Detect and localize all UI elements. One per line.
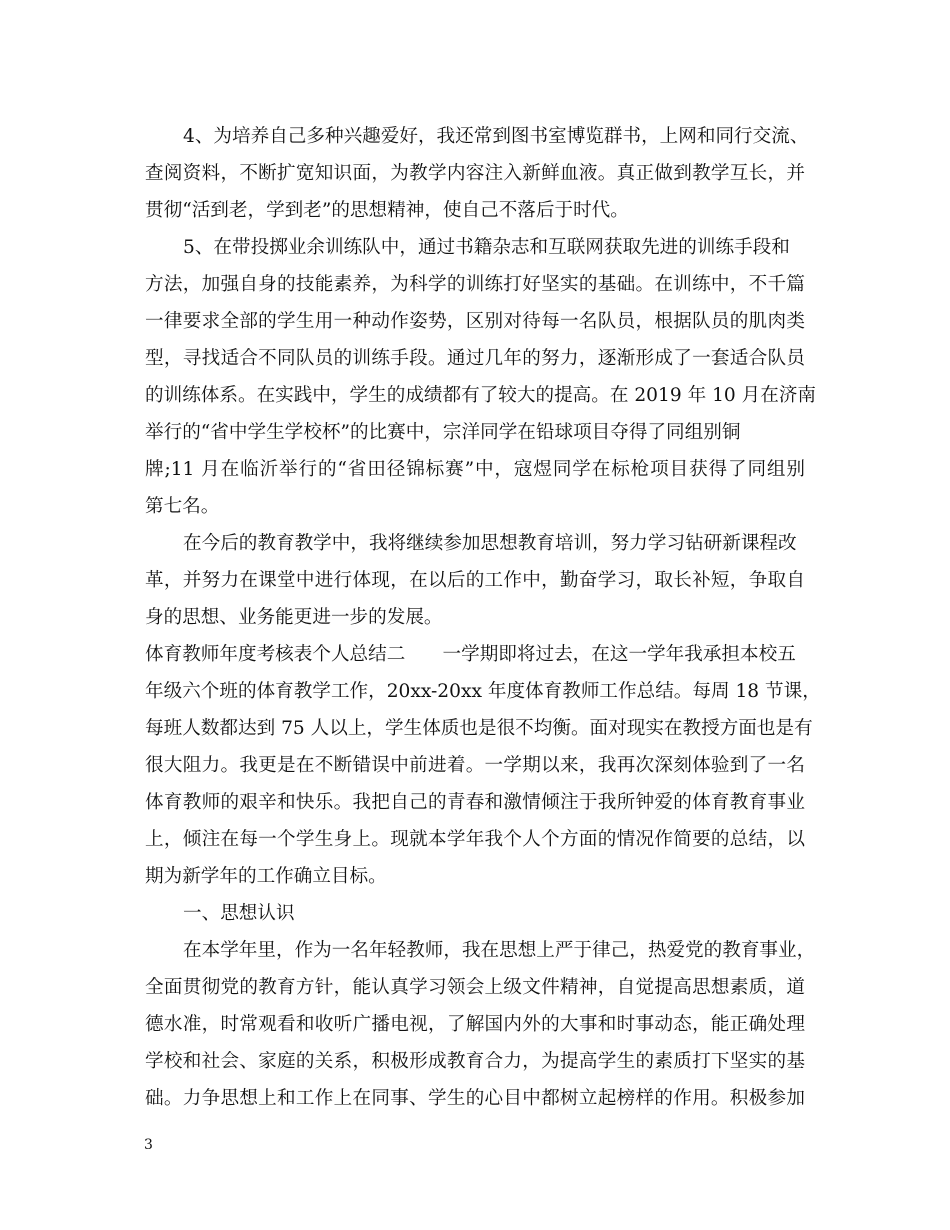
text-line: 4、为培养自己多种兴趣爱好，我还常到图书室博览群书，上网和同行交流、 — [183, 126, 809, 147]
text-line: 5、在带投掷业余训练队中，通过书籍杂志和互联网获取先进的训练手段和 — [183, 237, 790, 258]
text-line: 在本学年里，作为一名年轻教师，我在思想上严于律己，热爱党的教育事业， — [183, 940, 816, 961]
text-line: 体育教师的艰辛和快乐。我把自己的青春和激情倾注于我所钟爱的体育教育事业 — [145, 792, 805, 813]
text-line: 体育教师年度考核表个人总结二 一学期即将过去，在这一学年我承担本校五 — [145, 644, 796, 665]
section-heading: 一、思想认识 — [183, 903, 295, 924]
text-line: 型，寻找适合不同队员的训练手段。通过几年的努力，逐渐形成了一套适合队员 — [145, 348, 805, 369]
page-number: 3 — [144, 1137, 153, 1153]
text-line: 身的思想、业务能更进一步的发展。 — [145, 607, 443, 628]
text-line: 础。力争思想上和工作上在同事、学生的心目中都树立起榜样的作用。积极参加 — [145, 1088, 805, 1109]
text-line: 全面贯彻党的教育方针，能认真学习领会上级文件精神，自觉提高思想素质，道 — [145, 977, 805, 998]
text-line: 上，倾注在每一个学生身上。现就本学年我个人个方面的情况作简要的总结，以 — [145, 829, 805, 850]
text-line: 德水准，时常观看和收听广播电视，了解国内外的大事和时事动态，能正确处理 — [145, 1014, 805, 1035]
text-line: 第七名。 — [145, 496, 220, 517]
text-line: 牌;11 月在临沂举行的“省田径锦标赛”中，寇煜同学在标枪项目获得了同组别 — [145, 459, 805, 480]
text-line: 每班人数都达到 75 人以上，学生体质也是很不均衡。面对现实在教授方面也是有 — [145, 718, 813, 739]
text-line: 查阅资料，不断扩宽知识面，为教学内容注入新鲜血液。真正做到教学互长，并 — [145, 163, 805, 184]
document-body — [145, 118, 821, 1117]
text-line: 在今后的教育教学中，我将继续参加思想教育培训，努力学习钻研新课程改 — [183, 533, 797, 554]
text-line: 期为新学年的工作确立目标。 — [145, 866, 387, 887]
text-line: 革，并努力在课堂中进行体现，在以后的工作中，勤奋学习，取长补短，争取自 — [145, 570, 805, 591]
text-line: 方法，加强自身的技能素养，为科学的训练打好坚实的基础。在训练中，不千篇 — [145, 274, 805, 295]
text-line: 年级六个班的体育教学工作，20xx-20xx 年度体育教师工作总结。每周 18 节课， — [145, 681, 821, 702]
text-line: 很大阻力。我更是在不断错误中前进着。一学期以来，我再次深刻体验到了一名 — [145, 755, 805, 776]
text-line: 举行的“省中学生学校杯”的比赛中，宗洋同学在铅球项目夺得了同组别铜 — [145, 422, 741, 443]
text-line: 学校和社会、家庭的关系，积极形成教育合力，为提高学生的素质打下坚实的基 — [145, 1051, 805, 1072]
text-line: 贯彻“活到老，学到老”的思想精神，使自己不落后于时代。 — [145, 200, 629, 221]
text-line: 一律要求全部的学生用一种动作姿势，区别对待每一名队员，根据队员的肌肉类 — [145, 311, 805, 332]
text-line: 的训练体系。在实践中，学生的成绩都有了较大的提高。在 2019 年 10 月在济南 — [145, 385, 817, 406]
